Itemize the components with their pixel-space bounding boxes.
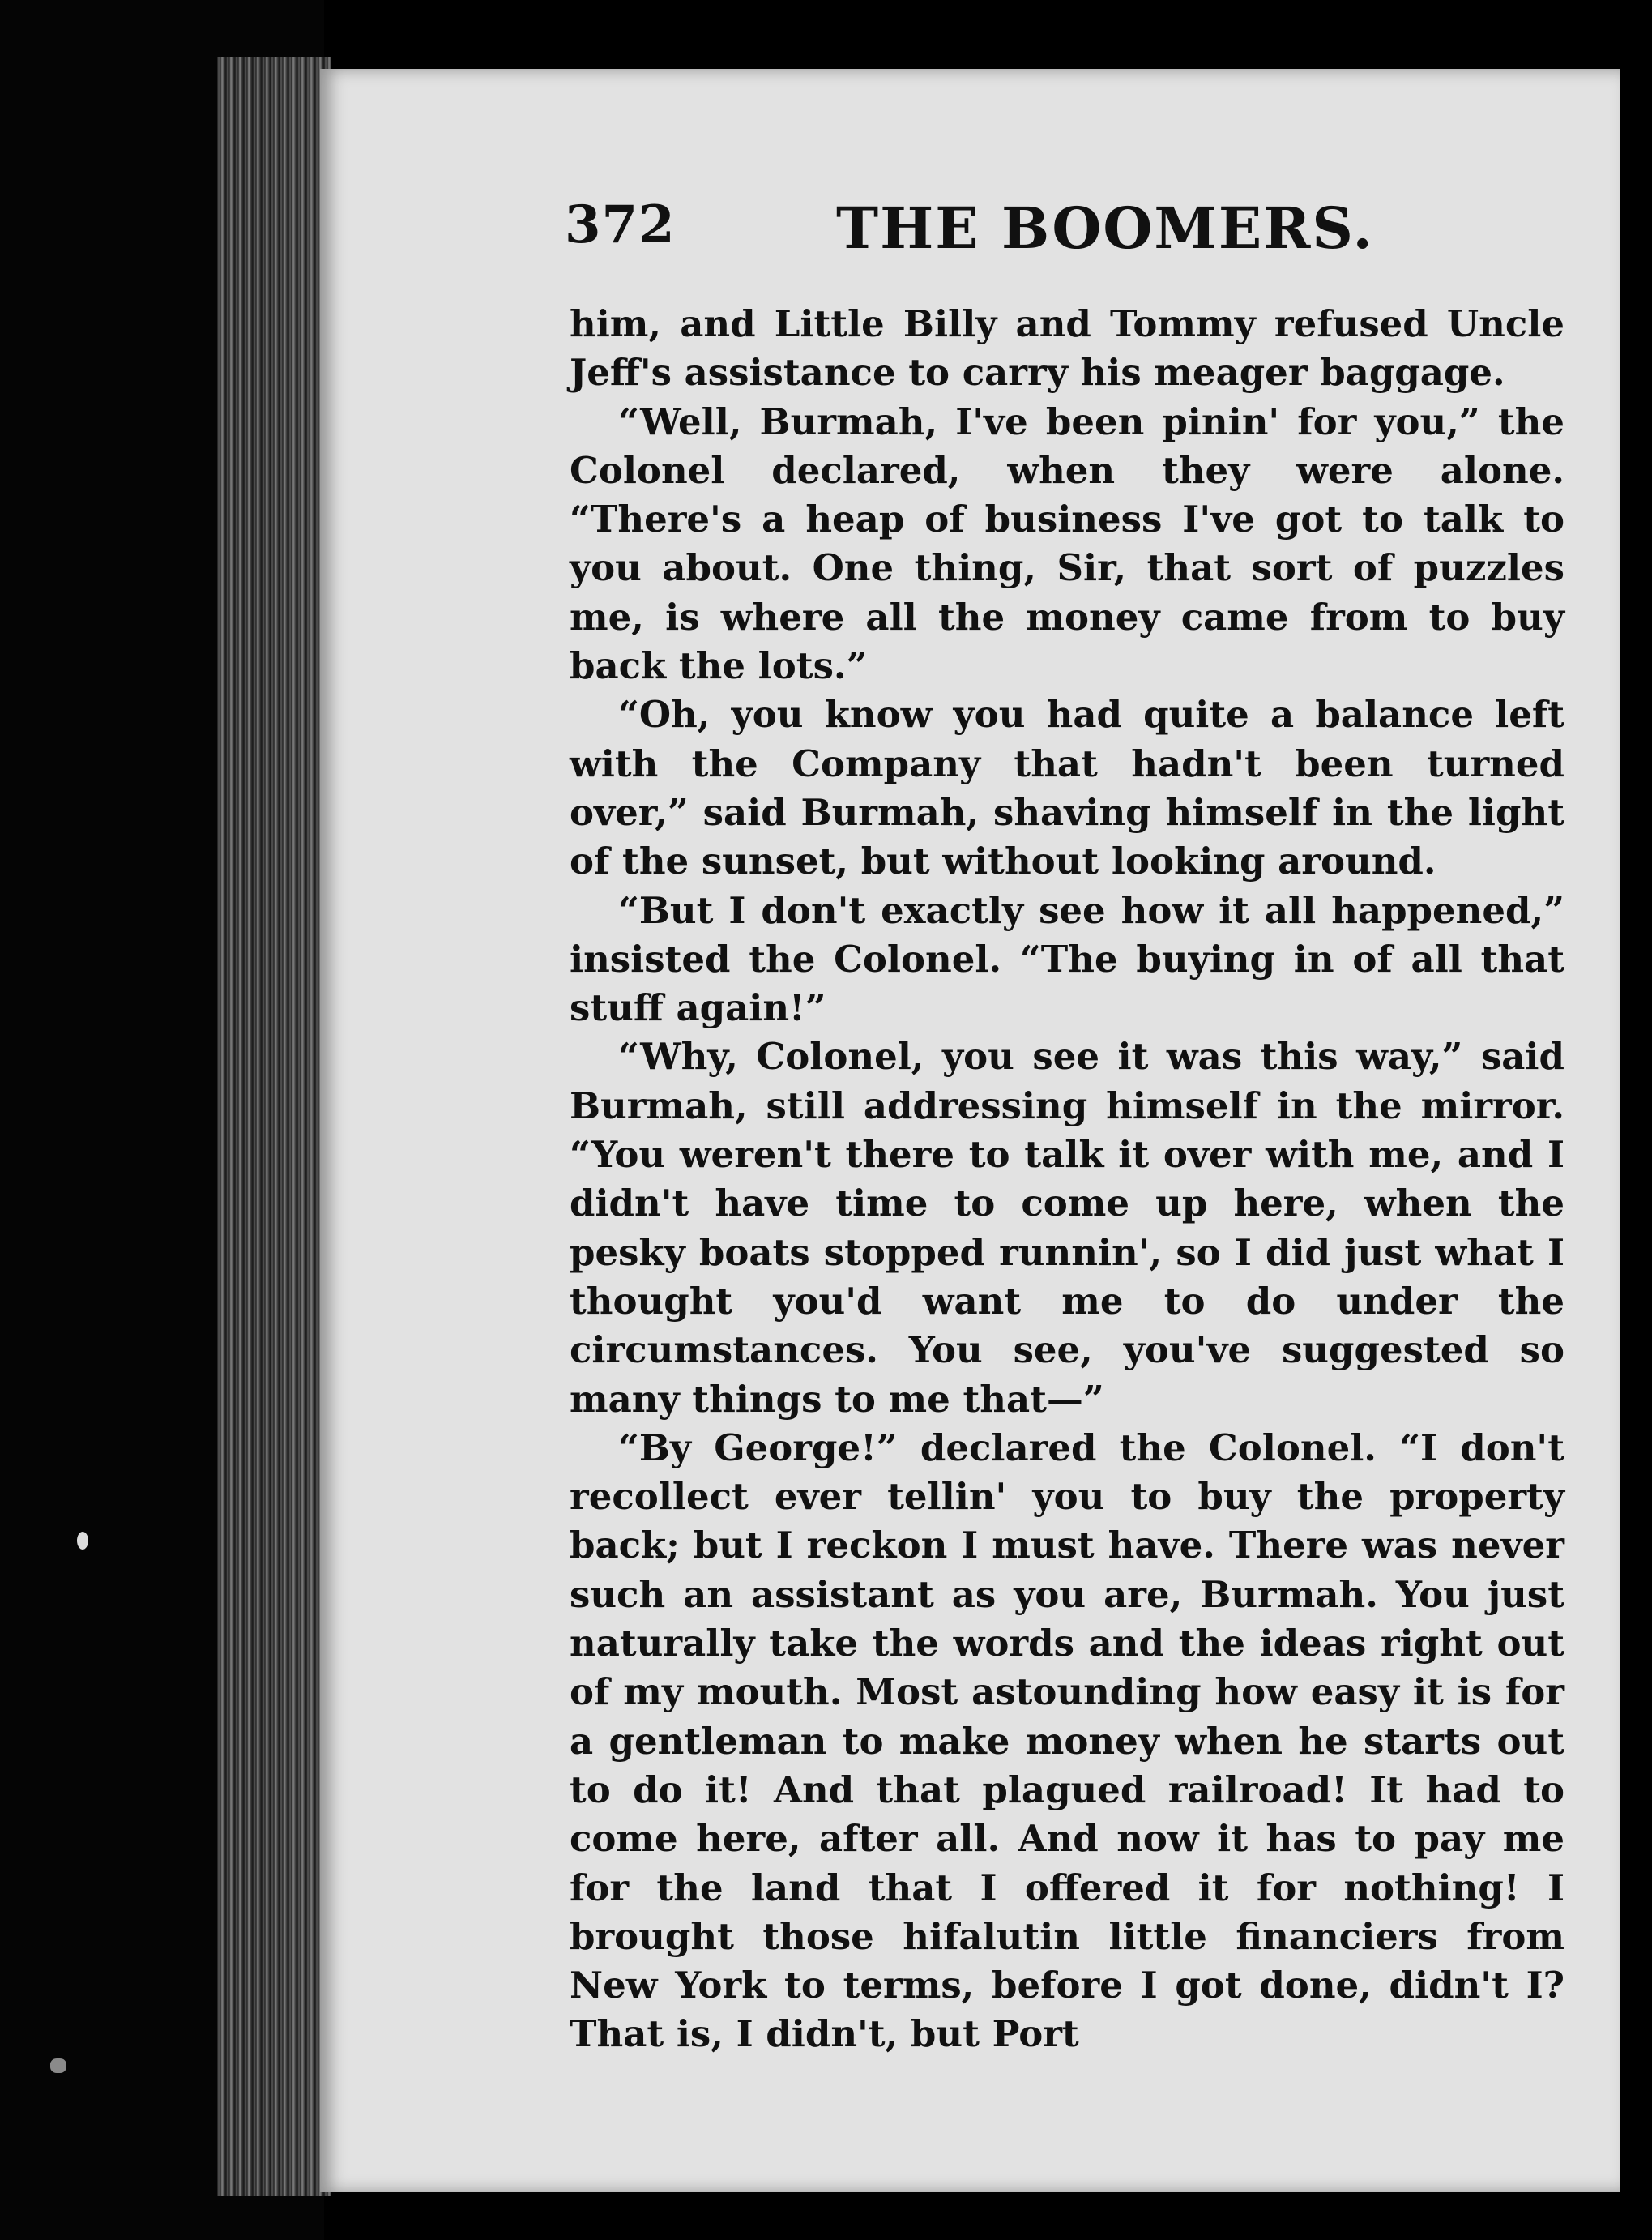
page-edges	[217, 57, 331, 2196]
running-head	[565, 195, 1618, 276]
paragraph: “Oh, you know you had quite a balance left with the Company that hadn't been turned over,” said Burmah, shaving himself in the light of the sunset, but without looking around.	[570, 693, 1564, 883]
book-page	[320, 69, 1620, 2192]
paragraph: “But I don't exactly see how it all happened,” insisted the Colonel. “The buying in of all that stuff again!”	[570, 888, 1564, 1030]
scan-speck	[77, 1532, 88, 1550]
paragraph: “Well, Burmah, I've been pinin' for you,” the Colonel declared, when they were alone. “There's a heap of business I've got to talk to you about. One thing, Sir, that sort of puzzles me, is where all the money came from to buy back the lots.”	[570, 400, 1564, 688]
body-text	[570, 300, 1564, 2059]
running-title: THE BOOMERS.	[836, 195, 1374, 262]
scan-speck	[50, 2058, 66, 2073]
paragraph: “By George!” declared the Colonel. “I don't recollect ever tellin' you to buy the property back; but I reckon I must have. There was never such an assistant as you are, Burmah. You just naturally take the words and the ideas right out of my mouth. Most astounding how easy it is for a gentleman to make money when he starts out to do it! And that plagued railroad! It had to come here, after all. And now it has to pay me for the land that I offered it for nothing! I brought those hifalutin little financiers from New York to terms, before I got done, didn't I? That is, I didn't, but Port	[570, 1426, 1564, 2056]
paragraph: him, and Little Billy and Tommy refused Uncle Jeff's assistance to carry his meager baggage.	[570, 302, 1564, 395]
page-number: 372	[565, 195, 676, 255]
paragraph: “Why, Colonel, you see it was this way,” said Burmah, still addressing himself in the mirror. “You weren't there to talk it over with me, and I didn't have time to come up here, when the pesky boats stopped runnin', so I did just what I thought you'd want me to do under the circumstances. You see, you've suggested so many things to me that—”	[570, 1035, 1564, 1421]
